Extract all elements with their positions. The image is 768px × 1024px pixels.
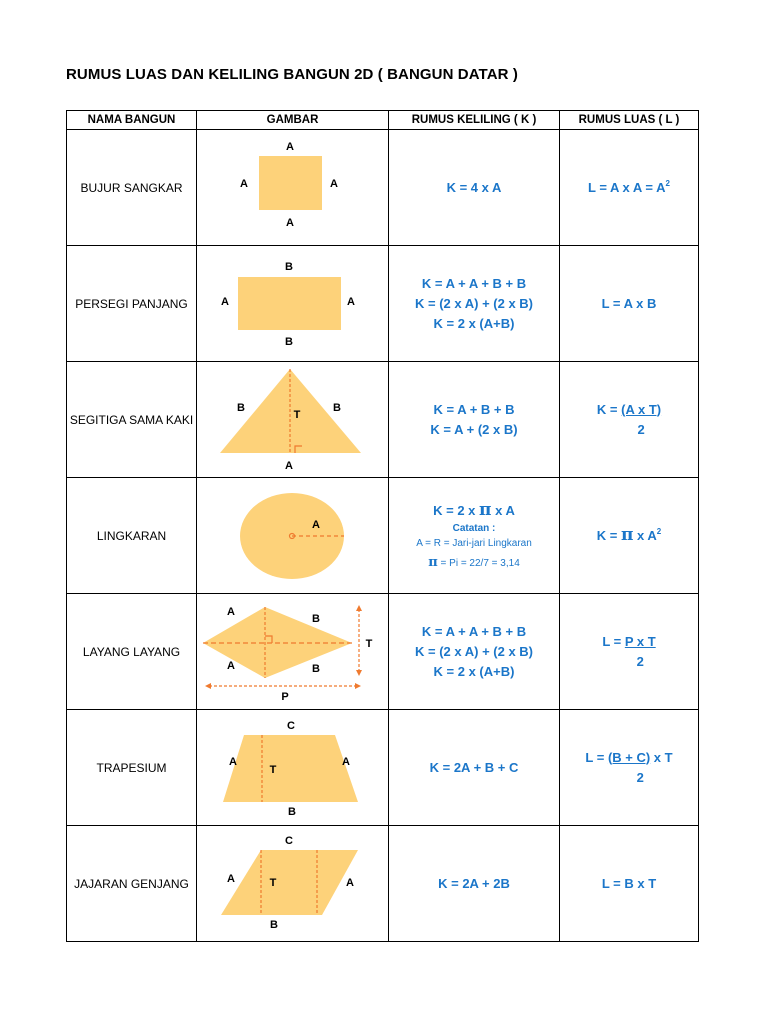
parallelogram-diagram	[197, 826, 389, 941]
keliling-line: K = 2A + B + C	[429, 759, 519, 775]
luas-formula	[560, 130, 699, 246]
keliling-line: K = (2 x A) + (2 x B)	[415, 643, 533, 659]
pi-value-text: = Pi = 22/7 = 3,14	[437, 558, 520, 569]
label-right: A	[342, 756, 350, 768]
label-top: B	[285, 261, 293, 273]
luas-numerator-line	[608, 748, 673, 768]
arrow-head	[356, 670, 362, 676]
keliling-formula	[389, 246, 560, 362]
luas-after: x T	[650, 749, 673, 765]
shape-picture-circle	[197, 478, 389, 594]
pi-value-line	[389, 555, 559, 571]
luas-denominator: 2	[636, 653, 644, 669]
table-row	[67, 710, 699, 826]
luas-numerator: (B + C)	[607, 749, 651, 765]
keliling-formula	[389, 478, 560, 594]
table-row	[67, 130, 699, 246]
shape-picture-kite	[197, 594, 389, 710]
luas-denominator: 2	[636, 769, 644, 785]
keliling-formula	[389, 594, 560, 710]
label-top: C	[287, 720, 295, 732]
table-row	[67, 246, 699, 362]
label-right: A	[347, 296, 355, 308]
label-bottom: B	[270, 919, 278, 931]
keliling-line: K = 2 x (A+B)	[433, 315, 515, 331]
luas-exponent: 2	[665, 178, 670, 188]
label-bottom: A	[285, 460, 293, 472]
pi-symbol: π	[479, 500, 492, 520]
arrow-head	[356, 605, 362, 611]
luas-text: L = A x A = A	[588, 179, 666, 195]
label-height: T	[269, 877, 277, 889]
shape-name: SEGITIGA SAMA KAKI	[67, 362, 197, 478]
shape-name: BUJUR SANGKAR	[67, 130, 197, 246]
luas-numerator: P x T	[624, 633, 656, 649]
keliling-line: K = A + (2 x B)	[430, 421, 518, 437]
table-row	[67, 362, 699, 478]
luas-formula	[560, 478, 699, 594]
keliling-line: K = A + A + B + B	[421, 275, 527, 291]
label-height: T	[269, 764, 277, 776]
keliling-formula	[389, 710, 560, 826]
luas-denominator: 2	[637, 421, 645, 437]
label-top: C	[285, 835, 293, 847]
label-width: P	[281, 691, 289, 703]
luas-prefix: L =	[602, 633, 625, 649]
luas-numerator: (A x T)	[621, 401, 662, 417]
pi-symbol: π	[620, 525, 634, 545]
keliling-line: K = 2A + 2B	[438, 875, 510, 891]
arrow-head	[205, 683, 211, 689]
circle-diagram	[197, 478, 389, 593]
header-gambar: GAMBAR	[197, 111, 389, 130]
keliling-formula	[389, 362, 560, 478]
keliling-line: K = 4 x A	[446, 179, 502, 195]
shape-picture-trapezoid	[197, 710, 389, 826]
rectangle-shape	[238, 277, 341, 330]
shape-picture-parallelogram	[197, 826, 389, 942]
shape-name: JAJARAN GENJANG	[67, 826, 197, 942]
header-nama-bangun: NAMA BANGUN	[67, 111, 197, 130]
keliling-formula	[389, 130, 560, 246]
luas-formula	[560, 710, 699, 826]
luas-prefix: K =	[596, 528, 621, 543]
header-rumus-keliling: RUMUS KELILING ( K )	[389, 111, 560, 130]
shape-name: LINGKARAN	[67, 478, 197, 594]
parallelogram-shape	[221, 850, 358, 915]
header-row	[67, 111, 699, 130]
luas-formula	[560, 826, 699, 942]
label-left: A	[227, 873, 235, 885]
page-title: RUMUS LUAS DAN KELILING BANGUN 2D ( BANGUN DATAR )	[66, 66, 518, 83]
luas-formula	[560, 362, 699, 478]
note-title: Catatan :	[452, 523, 496, 534]
label-top-right: B	[312, 613, 320, 625]
label-bottom-left: A	[227, 660, 235, 672]
label-height: T	[365, 638, 373, 650]
label-radius: A	[312, 519, 320, 531]
formula-table	[66, 110, 699, 942]
trapezoid-diagram	[197, 710, 389, 825]
luas-prefix: L =	[585, 749, 608, 765]
keliling-suffix: x A	[491, 503, 515, 518]
keliling-line: K = A + A + B + B	[421, 623, 527, 639]
rectangle-diagram	[197, 246, 389, 361]
label-height: T	[293, 409, 301, 421]
trapezoid-shape	[223, 735, 358, 802]
label-bottom: B	[285, 336, 293, 348]
luas-text: L = A x B	[601, 295, 657, 311]
keliling-line: K = A + B + B	[433, 401, 515, 417]
shape-name: LAYANG LAYANG	[67, 594, 197, 710]
label-right: B	[333, 402, 341, 414]
square-diagram	[197, 130, 389, 245]
luas-exponent: 2	[656, 527, 662, 536]
luas-suffix: x A	[633, 528, 657, 543]
luas-formula	[560, 246, 699, 362]
label-right: A	[346, 877, 354, 889]
keliling-line	[389, 500, 559, 521]
shape-name: TRAPESIUM	[67, 710, 197, 826]
header-rumus-luas: RUMUS LUAS ( L )	[560, 111, 699, 130]
table-row	[67, 594, 699, 710]
note-line: A = R = Jari-jari Lingkaran	[416, 538, 532, 549]
label-bottom: A	[286, 217, 294, 229]
keliling-formula	[389, 826, 560, 942]
label-top: A	[286, 141, 294, 153]
label-left: A	[240, 178, 248, 190]
square-shape	[259, 156, 322, 210]
table-row	[67, 826, 699, 942]
keliling-line: K = 2 x (A+B)	[433, 663, 515, 679]
label-bottom-right: B	[312, 663, 320, 675]
luas-formula	[560, 594, 699, 710]
label-left: B	[237, 402, 245, 414]
arrow-head	[355, 683, 361, 689]
keliling-line: K = (2 x A) + (2 x B)	[415, 295, 533, 311]
triangle-diagram	[197, 362, 389, 477]
pi-symbol: π	[428, 555, 438, 570]
shape-picture-triangle	[197, 362, 389, 478]
shape-picture-rectangle	[197, 246, 389, 362]
luas-prefix: K =	[596, 401, 622, 417]
label-right: A	[330, 178, 338, 190]
label-left: A	[229, 756, 237, 768]
shape-name: PERSEGI PANJANG	[67, 246, 197, 362]
label-left: A	[221, 296, 229, 308]
kite-diagram	[197, 594, 389, 709]
luas-text: L = B x T	[601, 875, 657, 891]
table-row	[67, 478, 699, 594]
shape-picture-square	[197, 130, 389, 246]
keliling-prefix: K = 2 x	[433, 503, 480, 518]
label-top-left: A	[227, 606, 235, 618]
label-bottom: B	[288, 806, 296, 818]
